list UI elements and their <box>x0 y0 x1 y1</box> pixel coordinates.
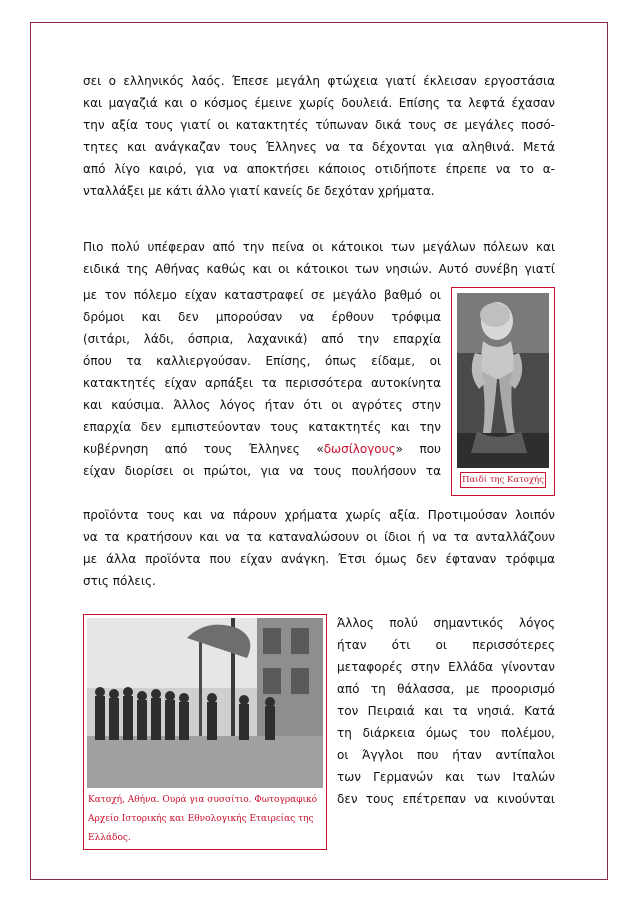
text-line: οι Άγγλοι που ήταν αντίπαλοι <box>337 748 555 762</box>
text-line: (σιτάρι, λάδι, όσπρια, λαχανικά) από την επαρχία <box>83 332 441 346</box>
paragraph-2-intro <box>83 236 555 280</box>
caption-line: Κατοχή, Αθήνα. Ουρά για συσσίτιο. Φωτογραφικό <box>88 795 318 805</box>
text-line: κατακτητές είχαν αρπάξει τα περισσότερα αυτοκίνητα <box>83 376 441 390</box>
text-line-highlight <box>83 438 441 460</box>
text-line: είχαν διορίσει οι πρώτοι, για να τους πουλήσουν τα <box>83 464 441 478</box>
text-line: επαρχία δεν εμπιστεύονταν τους κατακτητές και την <box>83 420 441 434</box>
text-line: και μαγαζιά και ο κόσμος έμεινε χωρίς δουλειά. Επίσης τα λεφτά έχασαν <box>83 96 555 110</box>
text-line: ειδικά της Αθήνας καθώς και οι κάτοικοι των νησιών. Αυτό συνέβη γιατί <box>83 262 555 276</box>
paragraph-2-wrap <box>83 284 441 482</box>
highlighted-term: δωσίλογους <box>323 442 396 456</box>
text-line: με άλλα προϊόντα που είχαν ανάγκη. Έτσι όμως δεν έφταναν τρόφιμα <box>83 552 555 566</box>
paragraph-1 <box>83 70 555 202</box>
text-line: και καύσιμα. Άλλος λόγος ήταν ότι οι αγρότες στην <box>83 398 441 412</box>
text-line: Άλλος πολύ σημαντικός λόγος <box>337 616 555 630</box>
text-line: τη διάρκεια όμως του πολέμου, <box>337 726 555 740</box>
text-line: μεταφορές στην Ελλάδα γίνονταν <box>337 660 555 674</box>
text-line: να τα κρατήσουν και να τα καταναλώσουν οι ίδιοι ή να τα ανταλλάζουν <box>83 530 555 544</box>
text-line: από τη θάλασσα, με προορισμό <box>337 682 555 696</box>
text-line: σει ο ελληνικός λαός. Έπεσε μεγάλη φτώχεια γιατί έκλεισαν εργοστάσια <box>83 74 555 88</box>
text-line: όπου τα καλλιεργούσαν. Επίσης, όπως είδαμε, οι <box>83 354 441 368</box>
text-fragment: » που <box>395 442 442 456</box>
text-line: δεν τους επέτρεπαν να κινούνται <box>337 792 555 806</box>
text-line: νταλλάξει με κάτι άλλο γιατί κανείς δε δεχόταν χρήματα. <box>83 184 435 198</box>
child-photo-illustration <box>457 293 549 468</box>
photo-queue-figure <box>83 614 327 850</box>
paragraph-2-tail <box>83 504 555 592</box>
text-line: τητες και ανάγκαζαν τους Έλληνες να τα δέχονται για αληθινά. Μετά <box>83 140 555 154</box>
photo-child-caption: Παιδί της Κατοχής <box>460 472 546 488</box>
text-line: Πιο πολύ υπέφεραν από την πείνα οι κάτοικοι των μεγάλων πόλεων και <box>83 240 555 254</box>
caption-line: Ελλάδος. <box>88 833 131 843</box>
queue-photo-illustration <box>87 618 323 788</box>
photo-child-figure <box>451 287 555 496</box>
photo-queue-caption <box>86 791 324 848</box>
text-line: προϊόντα τους και να πάρουν χρήματα χωρίς αξία. Προτιμούσαν λοιπόν <box>83 508 555 522</box>
text-line: με τον πόλεμο είχαν καταστραφεί σε μεγάλο βαθμό οι <box>83 288 441 302</box>
text-line: τον Πειραιά και τα νησιά. Κατά <box>337 704 555 718</box>
paragraph-3 <box>337 612 555 810</box>
text-line: από λίγο καιρό, για να αποκτήσει κάποιος οτιδήποτε έπρεπε να το α- <box>83 162 555 176</box>
text-line: ήταν ότι οι περισσότερες <box>337 638 555 652</box>
caption-line: Αρχείο Ιστορικής και Εθνολογικής Εταιρείας της <box>88 814 314 824</box>
text-line: των Γερμανών και των Ιταλών <box>337 770 555 784</box>
text-line: δρόμοι και δεν μπορούσαν να έρθουν τρόφιμα <box>83 310 441 324</box>
text-line: την αξία τους γιατί οι κατακτητές τύπωναν δικά τους σε μεγάλες ποσό- <box>83 118 555 132</box>
photo-queue-image <box>87 618 323 788</box>
photo-child-image <box>457 293 549 468</box>
text-fragment: κυβέρνηση από τους Έλληνες « <box>83 442 324 456</box>
text-line: στις πόλεις. <box>83 574 156 588</box>
